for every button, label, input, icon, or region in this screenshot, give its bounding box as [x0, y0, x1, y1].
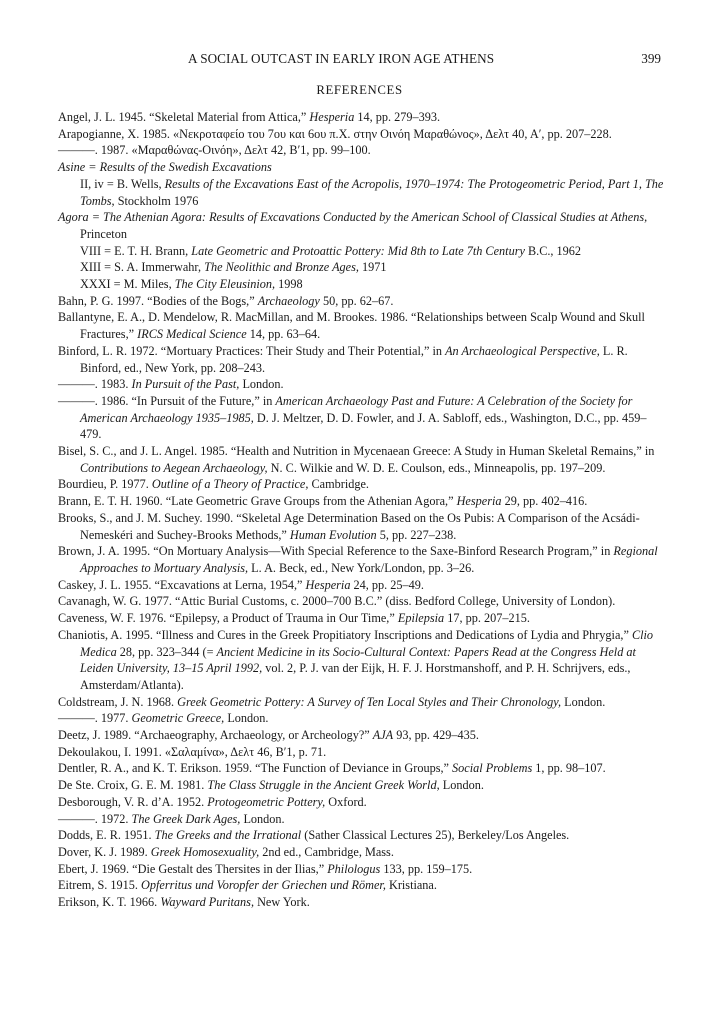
reference-italic-text: Archaeology — [257, 293, 320, 308]
reference-text: 2nd ed., Cambridge, Mass. — [259, 844, 394, 859]
reference-italic-text: In Pursuit of the Past, — [131, 377, 240, 392]
reference-entry — [58, 109, 666, 126]
page-number: 399 — [641, 51, 661, 66]
reference-text: Bourdieu, P. 1977. — [58, 477, 152, 492]
reference-italic-text: Protogeometric Pottery, — [207, 794, 326, 809]
reference-entry — [58, 309, 666, 342]
reference-text: Cavanagh, W. G. 1977. “Attic Burial Customs, c. 2000–700 B.C.” (diss. Bedford College, University of London). — [58, 594, 616, 609]
reference-entry — [58, 744, 666, 761]
reference-text: De Ste. Croix, G. E. M. 1981. — [58, 778, 208, 793]
reference-italic-text: The Neolithic and Bronze Ages, — [204, 260, 359, 275]
reference-entry — [58, 142, 666, 159]
reference-text: Deetz, J. 1989. “Archaeography, Archaeology, or Archeology?” — [58, 728, 373, 743]
reference-italic-text: Epilepsia — [397, 611, 445, 626]
reference-text: Brann, E. T. H. 1960. “Late Geometric Grave Groups from the Athenian Agora,” — [58, 494, 457, 509]
reference-italic-text: Philologus — [327, 861, 381, 876]
reference-text: Dentler, R. A., and K. T. Erikson. 1959. “The Function of Deviance in Groups,” — [58, 761, 453, 776]
reference-italic-text: The Class Struggle in the Ancient Greek World, — [207, 778, 440, 793]
reference-text: XXXI = M. Miles, — [80, 277, 175, 292]
reference-text: Princeton — [80, 226, 127, 241]
reference-text: Stockholm 1976 — [114, 193, 199, 208]
reference-text: Erikson, K. T. 1966. — [58, 895, 161, 910]
reference-italic-text: Geometric Greece, — [131, 711, 225, 726]
reference-text: D. J. Meltzer, D. D. Fowler, and J. A. Sabloff, eds., Washington, D.C., pp. 459–479. — [80, 410, 647, 442]
reference-text: Binford, L. R. 1972. “Mortuary Practices: Their Study and Their Potential,” in — [58, 343, 446, 358]
reference-entry — [58, 777, 666, 794]
reference-italic-text: Outline of a Theory of Practice, — [151, 477, 309, 492]
reference-entry — [58, 159, 666, 176]
reference-entry — [58, 493, 666, 510]
reference-text: L. R. Binford, ed., New York, pp. 208–243. — [80, 343, 628, 375]
reference-italic-text: Hesperia — [456, 494, 502, 509]
reference-entry — [58, 627, 666, 694]
reference-text: vol. 2, P. J. van der Eijk, H. F. J. Horstmanshoff, and P. H. Schrijvers, eds., Amsterdam/Atlanta). — [80, 661, 631, 692]
reference-text: XIII = S. A. Immerwahr, — [80, 260, 205, 275]
reference-text: 5, pp. 227–238. — [376, 527, 457, 542]
reference-text: Brown, J. A. 1995. “On Mortuary Analysis—With Special Reference to the Saxe-Binford Research Program,” in — [58, 544, 614, 559]
running-head-title: A SOCIAL OUTCAST IN EARLY IRON AGE ATHENS — [188, 51, 495, 66]
reference-italic-text: IRCS Medical Science — [137, 327, 247, 342]
reference-italic-text: AJA — [372, 728, 394, 743]
reference-italic-text: Wayward Puritans, — [160, 895, 255, 910]
reference-text: Chaniotis, A. 1995. “Illness and Cures in the Greek Propitiatory Inscriptions and Dedications of Lydia and Phrygia,” — [58, 627, 632, 642]
reference-text: VIII = E. T. H. Brann, — [80, 243, 192, 258]
reference-entry — [58, 694, 666, 711]
reference-entry — [58, 727, 666, 744]
reference-entry — [58, 293, 666, 310]
reference-text: Coldstream, J. N. 1968. — [58, 694, 178, 709]
reference-subentry — [58, 259, 666, 276]
reference-entry — [58, 894, 666, 911]
reference-text: 17, pp. 207–215. — [444, 611, 530, 626]
reference-text: II, iv = B. Wells, — [80, 176, 165, 191]
reference-italic-text: Regional Approaches to Mortuary Analysis, — [80, 544, 658, 575]
reference-entry — [58, 209, 666, 242]
reference-italic-text: Results of the Excavations East of the Acropolis, 1970–1974: The Protogeometric Period, Part 1, The Tombs, — [80, 176, 664, 208]
reference-text: B.C., 1962 — [524, 243, 582, 258]
reference-entry — [58, 610, 666, 627]
reference-entry — [58, 376, 666, 393]
reference-text: Brooks, S., and J. M. Suchey. 1990. “Skeletal Age Determination Based on the Os Pubis: A Comparison of the Acsádi-Nemeskéri and Suchey-Brooks Methods,” — [58, 510, 640, 542]
reference-text: ———. 1986. “In Pursuit of the Future,” in — [58, 393, 276, 408]
reference-text: London. — [224, 711, 269, 726]
reference-italic-text: Greek Geometric Pottery: A Survey of Ten Local Styles and Their Chronology, — [177, 694, 562, 709]
reference-text: ———. 1972. — [58, 811, 132, 826]
reference-entry — [58, 861, 666, 878]
reference-entry — [58, 811, 666, 828]
reference-italic-text: Social Problems — [452, 761, 533, 776]
reference-text: 133, pp. 159–175. — [380, 861, 473, 876]
reference-text: (Sather Classical Lectures 25), Berkeley/Los Angeles. — [301, 828, 570, 843]
reference-text: Eitrem, S. 1915. — [58, 878, 142, 893]
reference-italic-text: Clio Medica — [80, 627, 654, 659]
reference-text: 14, pp. 63–64. — [246, 327, 321, 342]
reference-text: Dover, K. J. 1989. — [58, 844, 151, 859]
reference-text: 28, pp. 323–344 (= — [116, 644, 217, 659]
reference-text: 1998 — [275, 277, 303, 292]
reference-entry — [58, 126, 666, 143]
reference-text: London. — [439, 778, 484, 793]
reference-text: 14, pp. 279–393. — [354, 110, 441, 124]
section-title: REFERENCES — [316, 83, 403, 97]
reference-entry — [58, 710, 666, 727]
reference-text: N. C. Wilkie and W. D. E. Coulson, eds., Minneapolis, pp. 197–209. — [267, 460, 606, 475]
reference-text: Desborough, V. R. d’A. 1952. — [58, 794, 208, 809]
reference-italic-text: Greek Homosexuality, — [150, 844, 260, 859]
reference-text: Kristiana. — [385, 878, 437, 893]
reference-text: ———. 1987. «Μαραθώνας-Οινόη», Δελτ 42, Β′1, pp. 99–100. — [58, 143, 371, 158]
reference-text: Caskey, J. L. 1955. “Excavations at Lerna, 1954,” — [58, 577, 306, 592]
reference-subentry — [58, 243, 666, 260]
reference-entry — [58, 577, 666, 594]
reference-italic-text: Late Geometric and Protoattic Pottery: Mid 8th to Late 7th Century — [191, 243, 525, 258]
reference-italic-text: Human Evolution — [289, 527, 377, 542]
reference-text: Caveness, W. F. 1976. “Epilepsy, a Product of Trauma in Our Time,” — [58, 611, 398, 626]
reference-subentry — [58, 276, 666, 293]
reference-list — [58, 109, 666, 911]
reference-italic-text: Agora = The Athenian Agora: Results of Excavations Conducted by the American School of Classical Studies at Athens, — [58, 210, 648, 225]
reference-italic-text: The City Eleusinion, — [174, 277, 276, 292]
reference-italic-text: Ancient Medicine in its Socio-Cultural Context: Papers Read at the Congress Held at Leiden University, 13–15 April 1992, — [80, 644, 636, 676]
reference-text: Bisel, S. C., and J. L. Angel. 1985. “Health and Nutrition in Mycenaean Greece: A Study in Human Skeletal Remains,” in — [58, 444, 655, 459]
reference-italic-text: The Greeks and the Irrational — [154, 828, 302, 843]
reference-text: Arapogianne, X. 1985. «Νεκροταφείο του 7ου και 6ου π.Χ. στην Οινόη Μαραθώνος», Δελτ 40, Α′, pp. 207–228. — [58, 126, 612, 141]
reference-entry — [58, 393, 666, 443]
reference-entry — [58, 476, 666, 493]
reference-italic-text: Opferritus und Voropfer der Griechen und Römer, — [141, 878, 386, 893]
reference-entry — [58, 794, 666, 811]
reference-text: Ballantyne, E. A., D. Mendelow, R. MacMillan, and M. Brookes. 1986. “Relationships between Scalp Wound and Skull Fractures,” — [58, 310, 645, 342]
reference-italic-text: Contributions to Aegean Archaeology, — [80, 460, 268, 475]
reference-entry — [58, 510, 666, 543]
reference-text: Bahn, P. G. 1997. “Bodies of the Bogs,” — [58, 293, 258, 308]
reference-text: Ebert, J. 1969. “Die Gestalt des Thersites in der Ilias,” — [58, 861, 328, 876]
reference-italic-text: The Greek Dark Ages, — [131, 811, 241, 826]
reference-text: 1, pp. 98–107. — [532, 761, 606, 776]
reference-text: London. — [561, 694, 606, 709]
reference-text: ———. 1983. — [58, 377, 132, 392]
reference-entry — [58, 543, 666, 576]
reference-text: 50, pp. 62–67. — [319, 293, 394, 308]
reference-text: 1971 — [358, 260, 387, 275]
reference-entry — [58, 343, 666, 376]
reference-text: Angel, J. L. 1945. “Skeletal Material from Attica,” — [58, 110, 310, 124]
reference-text: Oxford. — [325, 794, 367, 809]
reference-text: Dekoulakou, I. 1991. «Σαλαμίνα», Δελτ 46, Β′1, p. 71. — [58, 744, 327, 759]
reference-text: L. A. Beck, ed., New York/London, pp. 3–26. — [248, 560, 475, 575]
reference-entry — [58, 443, 666, 476]
reference-italic-text: An Archaeological Perspective, — [445, 343, 600, 358]
reference-italic-text: Hesperia — [305, 577, 351, 592]
reference-text: Dodds, E. R. 1951. — [58, 828, 155, 843]
reference-text: New York. — [254, 895, 310, 910]
reference-italic-text: Hesperia — [309, 110, 355, 124]
reference-entry — [58, 593, 666, 610]
reference-entry — [58, 877, 666, 894]
reference-entry — [58, 760, 666, 777]
reference-text: London. — [239, 377, 284, 392]
reference-text: ———. 1977. — [58, 711, 132, 726]
reference-text: 29, pp. 402–416. — [501, 494, 588, 509]
reference-text: 93, pp. 429–435. — [393, 728, 479, 743]
reference-entry — [58, 827, 666, 844]
reference-italic-text: American Archaeology Past and Future: A Celebration of the Society for American Archaeology 1935–1985, — [80, 393, 633, 425]
running-head — [0, 51, 719, 69]
reference-text: 24, pp. 25–49. — [350, 577, 424, 592]
reference-text: Cambridge. — [308, 477, 369, 492]
reference-italic-text: Asine = Results of the Swedish Excavations — [58, 160, 272, 175]
reference-text: London. — [240, 811, 285, 826]
reference-entry — [58, 844, 666, 861]
reference-subentry — [58, 176, 666, 209]
